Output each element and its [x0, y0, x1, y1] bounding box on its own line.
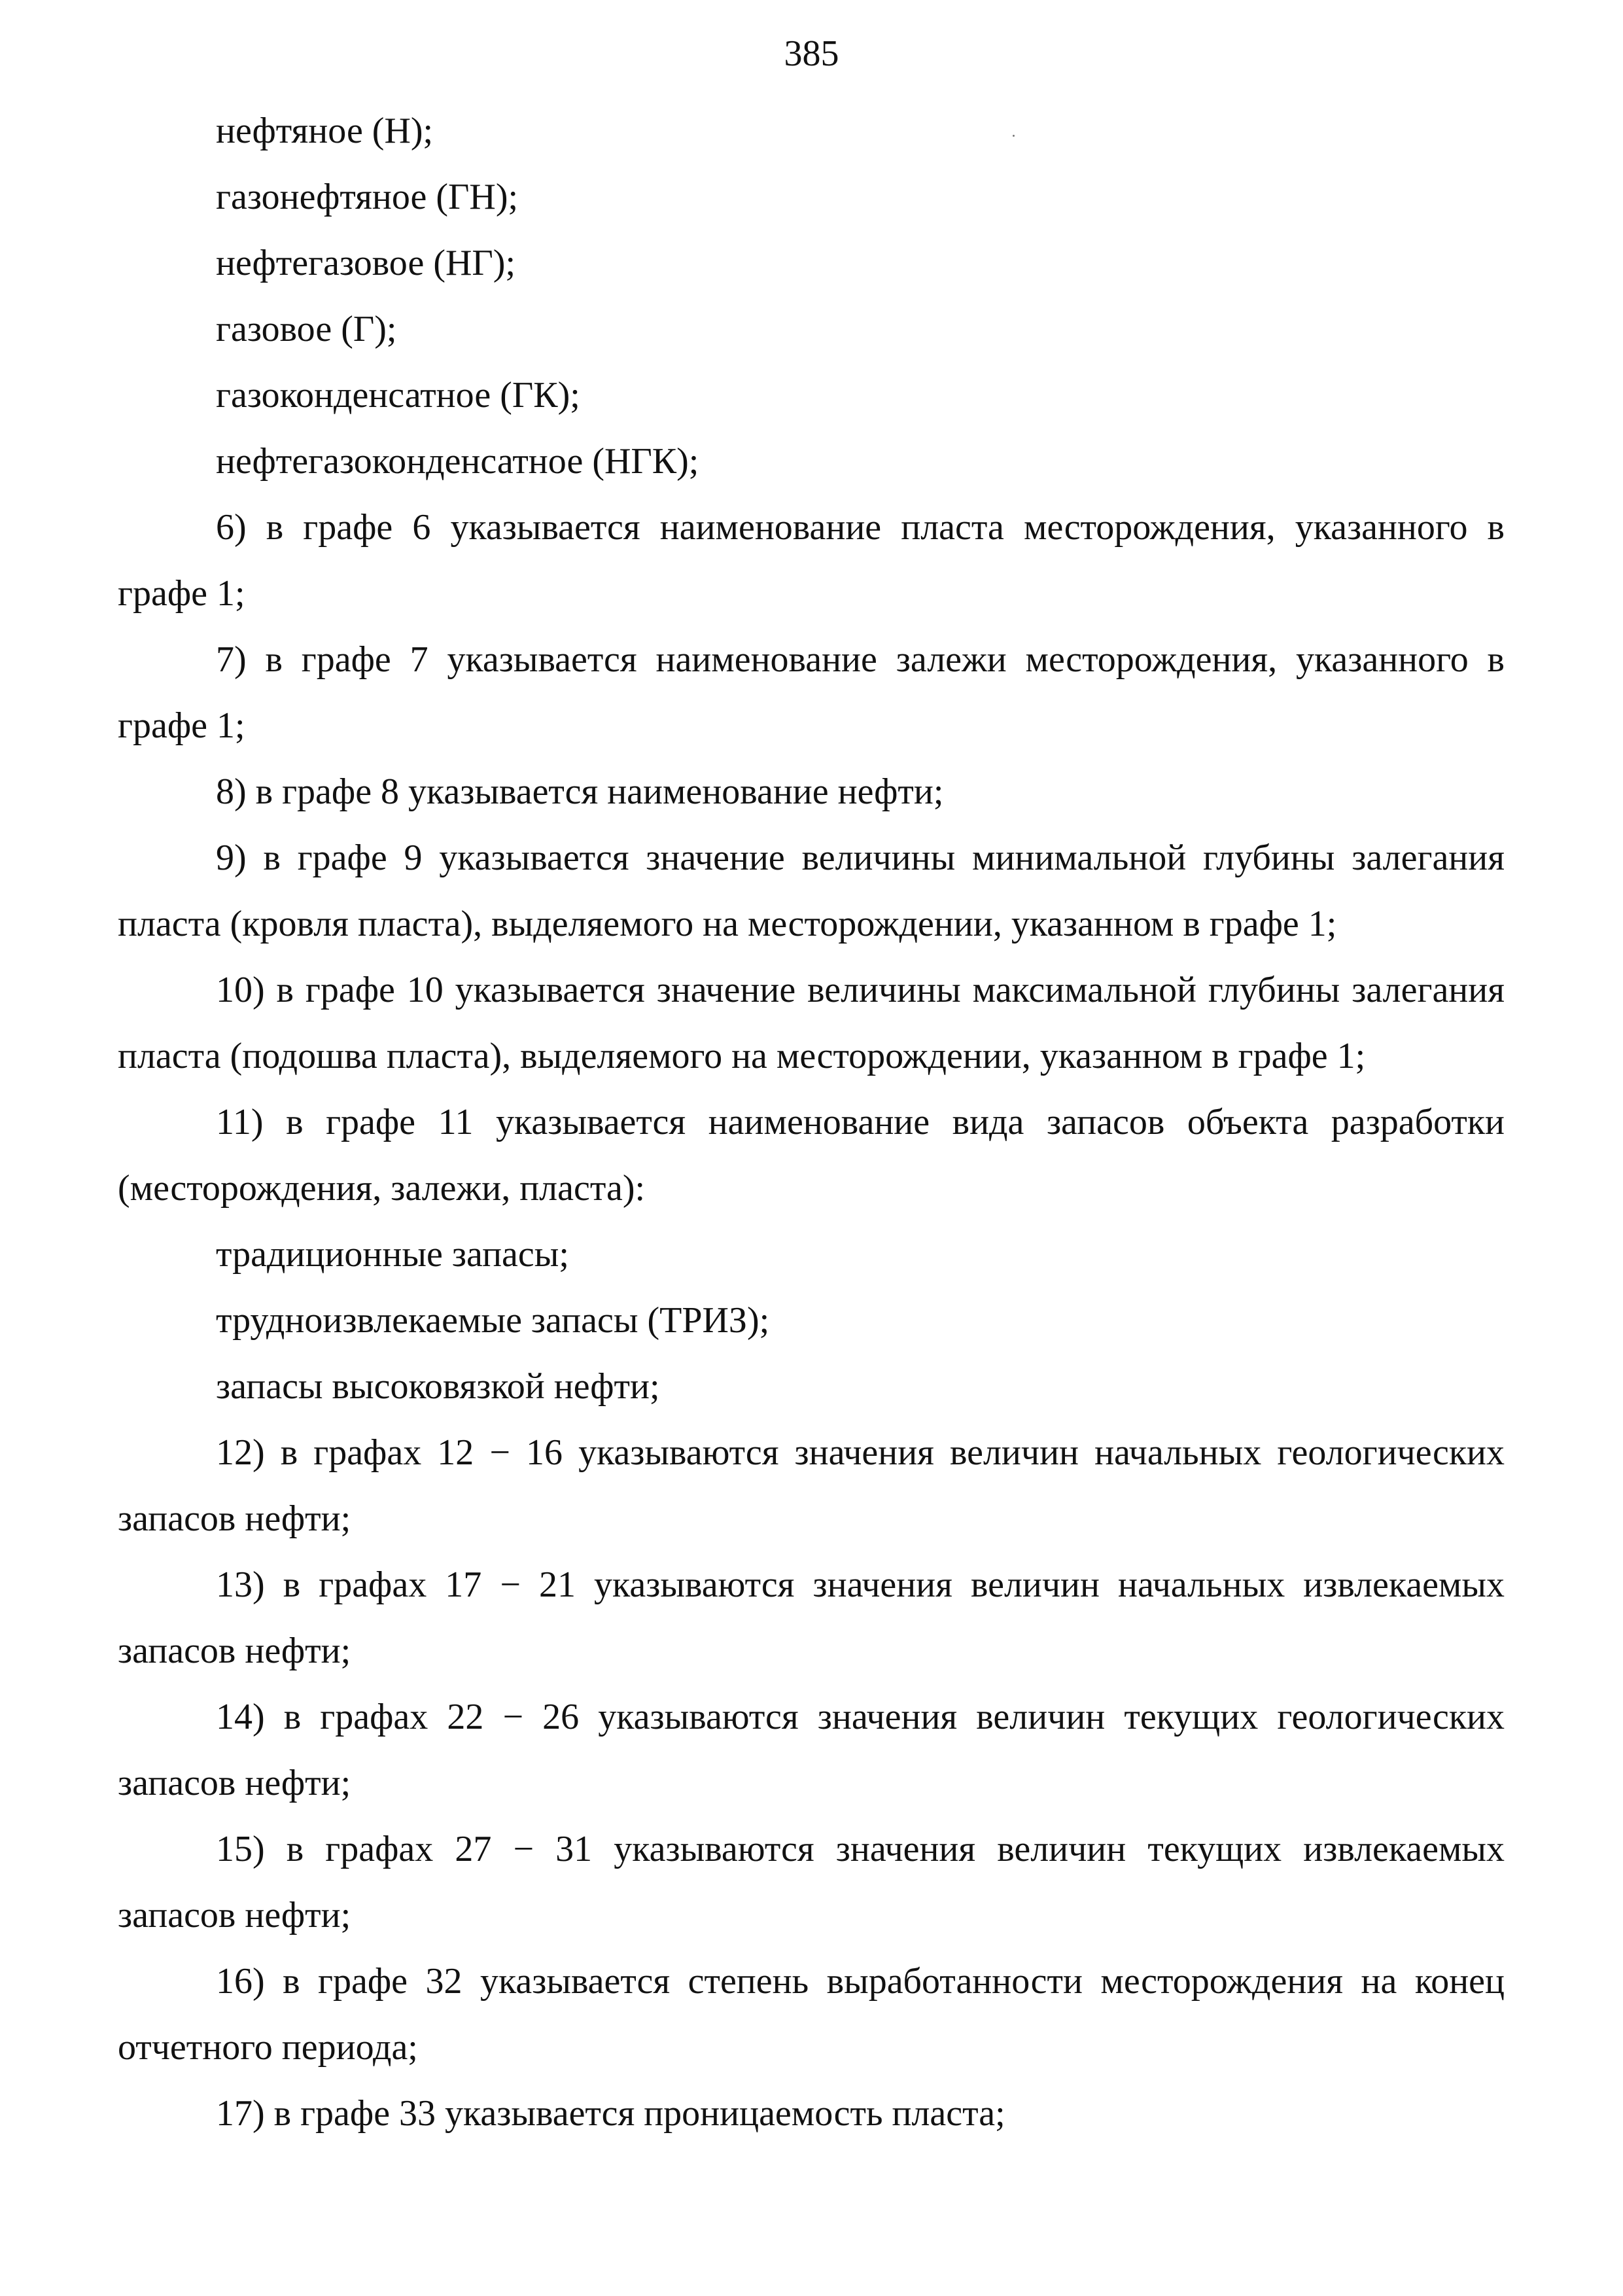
document-body	[118, 98, 1505, 2147]
paragraph-item-6: 6) в графе 6 указывается наименование пласта месторождения, указанного в графе 1;	[118, 507, 1505, 614]
paragraph-item-10: 10) в графе 10 указывается значение величины максимальной глубины залегания пласта (подошва пласта), выделяемого на месторождении, указанном в графе 1;	[118, 970, 1505, 1076]
paragraph-item-8: 8) в графе 8 указывается наименование нефти;	[216, 771, 944, 812]
list-item-reserve-type: традиционные запасы;	[216, 1234, 569, 1275]
list-item-reserve-type: трудноизвлекаемые запасы (ТРИЗ);	[216, 1300, 770, 1341]
paragraph-item-17: 17) в графе 33 указывается проницаемость пласта;	[216, 2093, 1005, 2134]
page-number: 385	[784, 33, 839, 74]
list-item-deposit-type: газовое (Г);	[216, 309, 397, 349]
paragraph-item-16: 16) в графе 32 указывается степень выработанности месторождения на конец отчетного периода;	[118, 1961, 1505, 2068]
list-item-deposit-type: газонефтяное (ГН);	[216, 177, 519, 217]
list-item-deposit-type: нефтяное (Н);	[216, 111, 434, 151]
list-item-reserve-type: запасы высоковязкой нефти;	[216, 1366, 660, 1407]
paragraph-item-14: 14) в графах 22 − 26 указываются значения величин текущих геологических запасов нефти;	[118, 1697, 1505, 1803]
paragraph-item-12: 12) в графах 12 − 16 указываются значения величин начальных геологических запасов нефти;	[118, 1432, 1505, 1539]
list-item-deposit-type: газоконденсатное (ГК);	[216, 375, 580, 415]
paragraph-item-11: 11) в графе 11 указывается наименование вида запасов объекта разработки (месторождения, залежи, пласта):	[118, 1102, 1505, 1209]
paragraph-item-7: 7) в графе 7 указывается наименование залежи месторождения, указанного в графе 1;	[118, 639, 1505, 746]
list-item-deposit-type: нефтегазовое (НГ);	[216, 243, 516, 283]
paragraph-item-15: 15) в графах 27 − 31 указываются значения величин текущих извлекаемых запасов нефти;	[118, 1829, 1505, 1935]
paragraph-item-13: 13) в графах 17 − 21 указываются значения величин начальных извлекаемых запасов нефти;	[118, 1564, 1505, 1671]
list-item-deposit-type: нефтегазоконденсатное (НГК);	[216, 441, 699, 482]
paragraph-item-9: 9) в графе 9 указывается значение величины минимальной глубины залегания пласта (кровля пласта), выделяемого на месторождении, указанном в графе 1;	[118, 838, 1505, 944]
